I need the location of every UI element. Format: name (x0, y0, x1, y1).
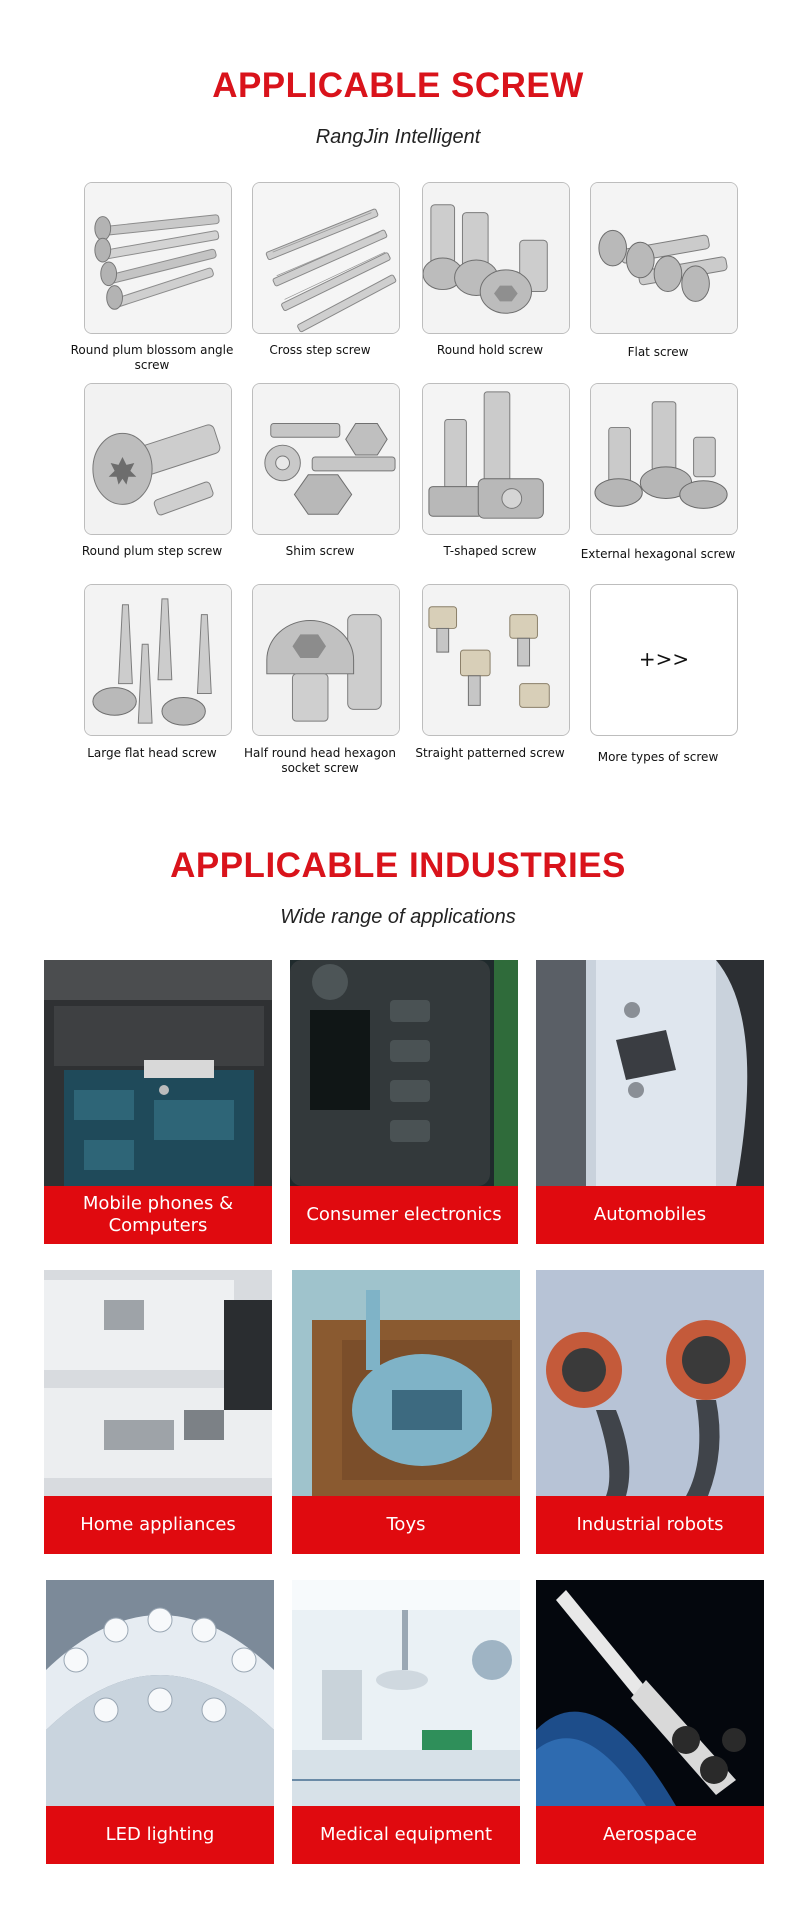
industry-banner (536, 1186, 764, 1244)
industry-banner (44, 1186, 272, 1244)
industry-photo (44, 960, 272, 1186)
industries-section-title: APPLICABLE INDUSTRIES (170, 846, 626, 885)
screw-image-half-round-hexagon-socket (252, 584, 400, 736)
industry-photo (536, 1270, 764, 1496)
industry-label: Aerospace (603, 1824, 697, 1845)
industry-photo (292, 1580, 520, 1806)
industry-label: Automobiles (593, 1204, 707, 1225)
industry-label: Consumer electronics (306, 1204, 502, 1225)
industry-banner (46, 1806, 274, 1864)
industry-label: Medical equipment (319, 1824, 493, 1845)
industry-label: Home appliances (80, 1514, 236, 1535)
industry-label: Toys (386, 1514, 426, 1535)
industry-photo (44, 1270, 272, 1496)
screw-section-subtitle: RangJin Intelligent (315, 126, 481, 148)
screw-label: Straight patterned screw (415, 746, 565, 760)
industries-section-subtitle: Wide range of applications (280, 906, 516, 928)
screw-label: Round plum step screw (81, 544, 223, 558)
industry-banner (290, 1186, 518, 1244)
industry-photo (46, 1580, 274, 1806)
industry-banner (536, 1806, 764, 1864)
industry-card-industrial-robots (536, 1270, 764, 1554)
industry-banner (536, 1496, 764, 1554)
screw-label: Flat screw (627, 345, 689, 359)
screw-label: Round plum blossom angle screw (70, 343, 234, 372)
industry-label: Industrial robots (576, 1514, 724, 1535)
industry-card-toys (292, 1270, 520, 1554)
screw-label: More types of screw (597, 750, 719, 764)
industry-card-consumer-electronics (290, 960, 518, 1244)
industry-banner (44, 1496, 272, 1554)
screw-image-flat (590, 182, 738, 334)
screw-label: Round hold screw (436, 343, 544, 357)
screw-label: Shim screw (285, 544, 355, 558)
industry-label: LED lighting (105, 1824, 215, 1845)
industry-label: Mobile phones & Computers (82, 1193, 234, 1236)
industry-card-medical-equipment (292, 1580, 520, 1864)
screw-label: Cross step screw (269, 343, 371, 357)
industry-card-led-lighting (46, 1580, 274, 1864)
screw-label: Large flat head screw (87, 746, 217, 760)
screw-image-shim (252, 383, 400, 535)
more-screw-types-card[interactable] (590, 584, 738, 736)
screw-image-large-flat-head (84, 584, 232, 736)
screw-image-round-hold (422, 182, 570, 334)
more-arrow-text: +>> (638, 647, 690, 671)
screw-label: Half round head hexagon socket screw (244, 746, 396, 775)
industry-photo (292, 1270, 520, 1496)
industry-card-mobile-computers (44, 960, 272, 1244)
industry-card-aerospace (536, 1580, 764, 1864)
industry-card-home-appliances (44, 1270, 272, 1554)
industry-banner (292, 1806, 520, 1864)
industry-photo (536, 960, 764, 1186)
screw-image-t-shaped (422, 383, 570, 535)
screw-image-external-hexagonal (590, 383, 738, 535)
industry-photo (536, 1580, 764, 1806)
industry-card-automobiles (536, 960, 764, 1244)
screw-label: T-shaped screw (443, 544, 537, 558)
screw-label: External hexagonal screw (580, 547, 736, 561)
screw-image-cross-step (252, 182, 400, 334)
screw-image-straight-patterned (422, 584, 570, 736)
screw-section-title: APPLICABLE SCREW (212, 66, 584, 105)
screw-image-round-plum-step (84, 383, 232, 535)
industry-banner (292, 1496, 520, 1554)
industry-photo (290, 960, 518, 1186)
screw-image-round-plum-blossom (84, 182, 232, 334)
